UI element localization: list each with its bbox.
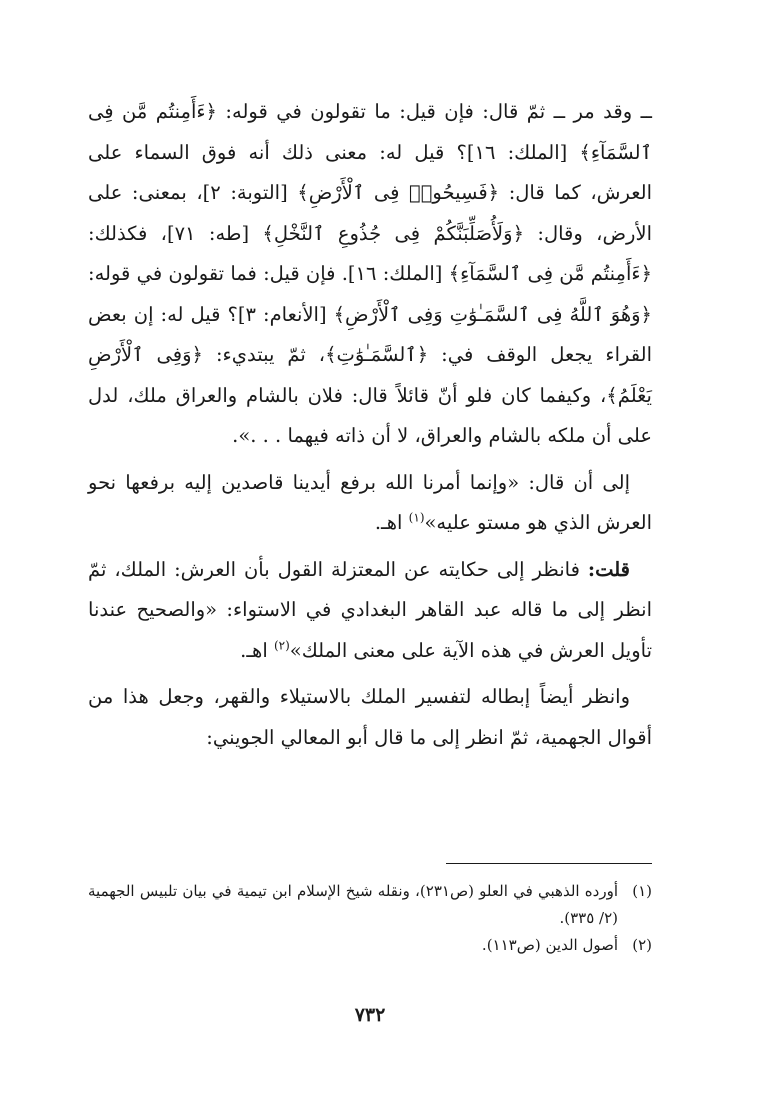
footnote-2-text: أصول الدين (ص١١٣). <box>481 936 618 954</box>
paragraph-4-text: وانظر أيضاً إبطاله لتفسير الملك بالاستيلاء والقهر، وجعل هذا من أقوال الجهمية، ثمّ انظر إلى ما قال أبو المعالي الجويني: <box>88 685 652 749</box>
paragraph-3-lead: قلت: <box>587 557 630 581</box>
footnote-1-number: (١) <box>632 882 653 900</box>
footnote-1 <box>88 878 652 932</box>
footnote-1-text: أورده الذهبي في العلو (ص٢٣١)، ونقله شيخ الإسلام ابن تيمية في بيان تلبيس الجهمية (٢/ ٣٣٥). <box>88 882 619 927</box>
body-paragraph-3 <box>88 550 652 672</box>
paragraph-3-text: فانظر إلى حكايته عن المعتزلة القول بأن العرش: الملك، ثمّ انظر إلى ما قاله عبد القاهر البغدادي في الاستواء: «والصحيح عندنا تأويل العرش في هذه الآية على معنى الملك» <box>88 557 652 662</box>
footnote-2-number: (٢) <box>632 936 652 954</box>
book-page <box>88 92 652 1052</box>
paragraph-1-text: ــ وقد مر ــ ثمّ قال: فإن قيل: ما تقولون في قوله: ﴿ءَأَمِنتُم مَّن فِى ٱلسَّمَآءِ﴾ [الملك: ١٦]؟ قيل له: معنى ذلك أنه فوق السماء على العرش، كما قال: ﴿فَسِيحُوا۟ فِى ٱلْأَرْضِ﴾ [التوبة: ٢]، بمعنى: على الأرض، وقال: ﴿وَلَأُصَلِّبَنَّكُمْ فِى جُذُوعِ ٱلنَّخْلِ﴾ [طه: ٧١]، فكذلك: ﴿ءَأَمِنتُم مَّن فِى ٱلسَّمَآءِ﴾ [الملك: ١٦]. فإن قيل: فما تقولون في قوله: ﴿وَهُوَ ٱللَّهُ فِى ٱلسَّمَـٰوَٰتِ وَفِى ٱلْأَرْضِ﴾ [الأنعام: ٣]؟ قيل له: إن بعض القراء يجعل الوقف في: ﴿ٱلسَّمَـٰوَٰتِ﴾، ثمّ يبتديء: ﴿وَفِى ٱلْأَرْضِ يَعْلَمُ﴾، وكيفما كان فلو أنّ قائلاً قال: فلان بالشام والعراق ملك، لدل على أن ملكه بالشام والعراق، لا أن ذاته فيهما . . .». <box>88 100 653 447</box>
footnote-2 <box>88 932 652 959</box>
footnotes-section <box>88 878 652 959</box>
paragraph-2-text: إلى أن قال: «وإنما أمرنا الله برفع أيدينا قاصدين إليه برفعها نحو العرش الذي هو مستو عليه» <box>88 470 652 534</box>
footnote-ref-2[interactable]: (٢) <box>273 638 290 652</box>
paragraph-2-tail: اهـ. <box>374 511 409 534</box>
footnote-divider <box>446 863 652 864</box>
body-paragraph-1 <box>88 92 652 457</box>
body-paragraph-2 <box>88 463 652 544</box>
page-number: ٧٣٢ <box>354 1004 386 1026</box>
paragraph-3-tail: اهـ. <box>240 638 274 662</box>
body-paragraph-4 <box>88 677 652 758</box>
footnote-ref-1[interactable]: (١) <box>408 510 425 525</box>
